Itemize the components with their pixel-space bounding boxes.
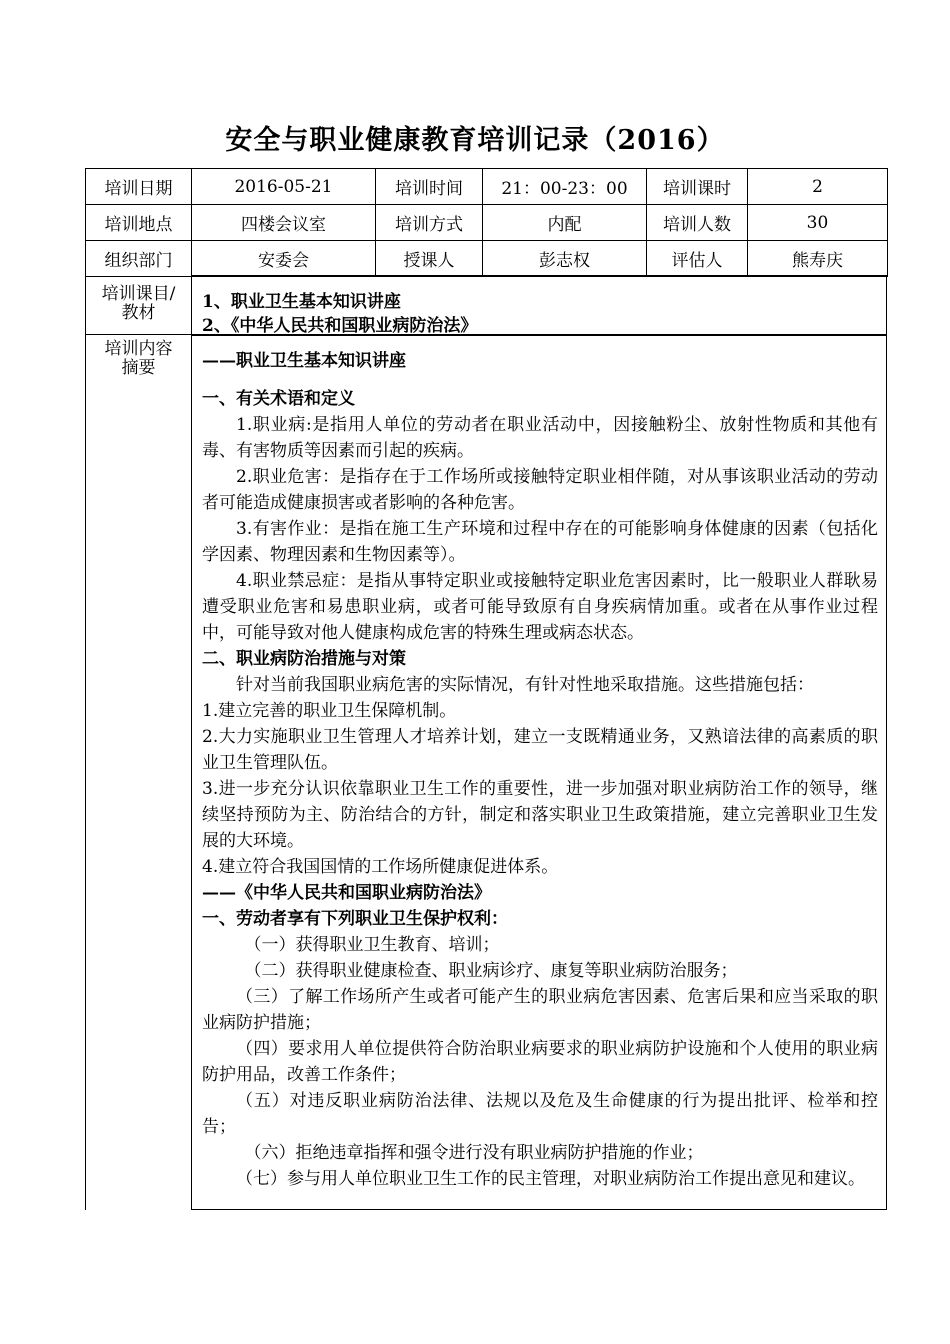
info-label-cell: 组织部门	[86, 241, 192, 277]
spacer	[202, 374, 878, 386]
summary-paragraph: 2.职业危害：是指存在于工作场所或接触特定职业相伴随，对从事该职业活动的劳动者可能造成健康损害或者影响的各种危害。	[202, 467, 878, 513]
info-value-cell: 21：00-23：00	[483, 169, 647, 205]
course-item-2: 2、《中华人民共和国职业病防治法》	[202, 316, 478, 336]
summary-paragraph: 3.进一步充分认识依靠职业卫生工作的重要性，进一步加强对职业病防治工作的领导，继续坚持预防为主、防治结合的方针，制定和落实职业卫生政策措施，建立完善职业卫生发展的大环境。	[202, 779, 878, 851]
info-value-cell: 熊寿庆	[748, 241, 888, 277]
course-item-1: 1、职业卫生基本知识讲座	[202, 292, 401, 312]
info-value-cell: 四楼会议室	[192, 205, 376, 241]
info-value-cell: 2016-05-21	[192, 169, 376, 205]
summary-paragraph: 二、职业病防治措施与对策	[202, 649, 406, 669]
info-table	[85, 168, 888, 277]
summary-paragraph: （一）获得职业卫生教育、培训；	[244, 935, 500, 955]
summary-label-line2: 摘要	[121, 358, 156, 378]
info-row	[86, 169, 888, 205]
summary-paragraph: （三）了解工作场所产生或者可能产生的职业病危害因素、危害后果和应当采取的职业病防护措施；	[202, 987, 878, 1033]
info-label-cell: 培训时间	[376, 169, 483, 205]
page-title: 安全与职业健康教育培训记录（2016）	[225, 125, 725, 156]
info-label-cell: 评估人	[647, 241, 748, 277]
summary-label	[85, 335, 191, 1210]
summary-paragraph: 1.建立完善的职业卫生保障机制。	[202, 701, 457, 721]
info-value-cell: 30	[748, 205, 888, 241]
summary-paragraph: （五）对违反职业病防治法律、法规以及危及生命健康的行为提出批评、检举和控告；	[202, 1091, 878, 1137]
summary-label-line1: 培训内容	[104, 339, 173, 359]
course-content	[191, 275, 887, 335]
info-value-cell: 彭志权	[483, 241, 647, 277]
summary-content	[191, 335, 887, 1210]
summary-paragraph: 一、有关术语和定义	[202, 389, 355, 409]
info-label-cell: 培训地点	[86, 205, 192, 241]
info-label-cell: 培训方式	[376, 205, 483, 241]
course-label	[85, 275, 191, 335]
info-label-cell: 培训人数	[647, 205, 748, 241]
info-label-cell: 授课人	[376, 241, 483, 277]
summary-paragraph: （六）拒绝违章指挥和强令进行没有职业病防护措施的作业；	[244, 1143, 704, 1163]
summary-paragraph: 3.有害作业：是指在施工生产环境和过程中存在的可能影响身体健康的因素（包括化学因素、物理因素和生物因素等）。	[202, 519, 878, 565]
info-row	[86, 241, 888, 277]
info-value-cell: 2	[748, 169, 888, 205]
summary-paragraph: 针对当前我国职业病危害的实际情况，有针对性地采取措施。这些措施包括：	[236, 675, 814, 695]
info-value-cell: 安委会	[192, 241, 376, 277]
summary-paragraph: （二）获得职业健康检查、职业病诊疗、康复等职业病防治服务；	[244, 961, 738, 981]
summary-paragraph: （七）参与用人单位职业卫生工作的民主管理，对职业病防治工作提出意见和建议。	[236, 1169, 865, 1189]
info-value-cell: 内配	[483, 205, 647, 241]
summary-paragraph: 1.职业病:是指用人单位的劳动者在职业活动中，因接触粉尘、放射性物质和其他有毒、有害物质等因素而引起的疾病。	[202, 415, 878, 461]
summary-paragraph: （四）要求用人单位提供符合防治职业病要求的职业病防护设施和个人使用的职业病防护用品，改善工作条件；	[202, 1039, 878, 1085]
info-row	[86, 205, 888, 241]
summary-paragraph: ——《中华人民共和国职业病防治法》	[202, 883, 491, 903]
course-label-line1: 培训课目/	[101, 284, 176, 304]
summary-paragraph: 4.职业禁忌症：是指从事特定职业或接触特定职业危害因素时，比一般职业人群耿易遭受职业危害和易患职业病，或者可能导致原有自身疾病情加重。或者在从事作业过程中，可能导致对他人健康构成危害的特殊生理或病态状态。	[202, 571, 878, 643]
summary-paragraph: 一、劳动者享有下列职业卫生保护权利：	[202, 909, 508, 929]
info-label-cell: 培训课时	[647, 169, 748, 205]
summary-paragraph: 4.建立符合我国国情的工作场所健康促进体系。	[202, 857, 559, 877]
summary-paragraph: ——职业卫生基本知识讲座	[202, 351, 406, 371]
summary-paragraph: 2.大力实施职业卫生管理人才培养计划，建立一支既精通业务，又熟谙法律的高素质的职业卫生管理队伍。	[202, 727, 878, 773]
info-label-cell: 培训日期	[86, 169, 192, 205]
course-label-line2: 教材	[121, 303, 156, 323]
